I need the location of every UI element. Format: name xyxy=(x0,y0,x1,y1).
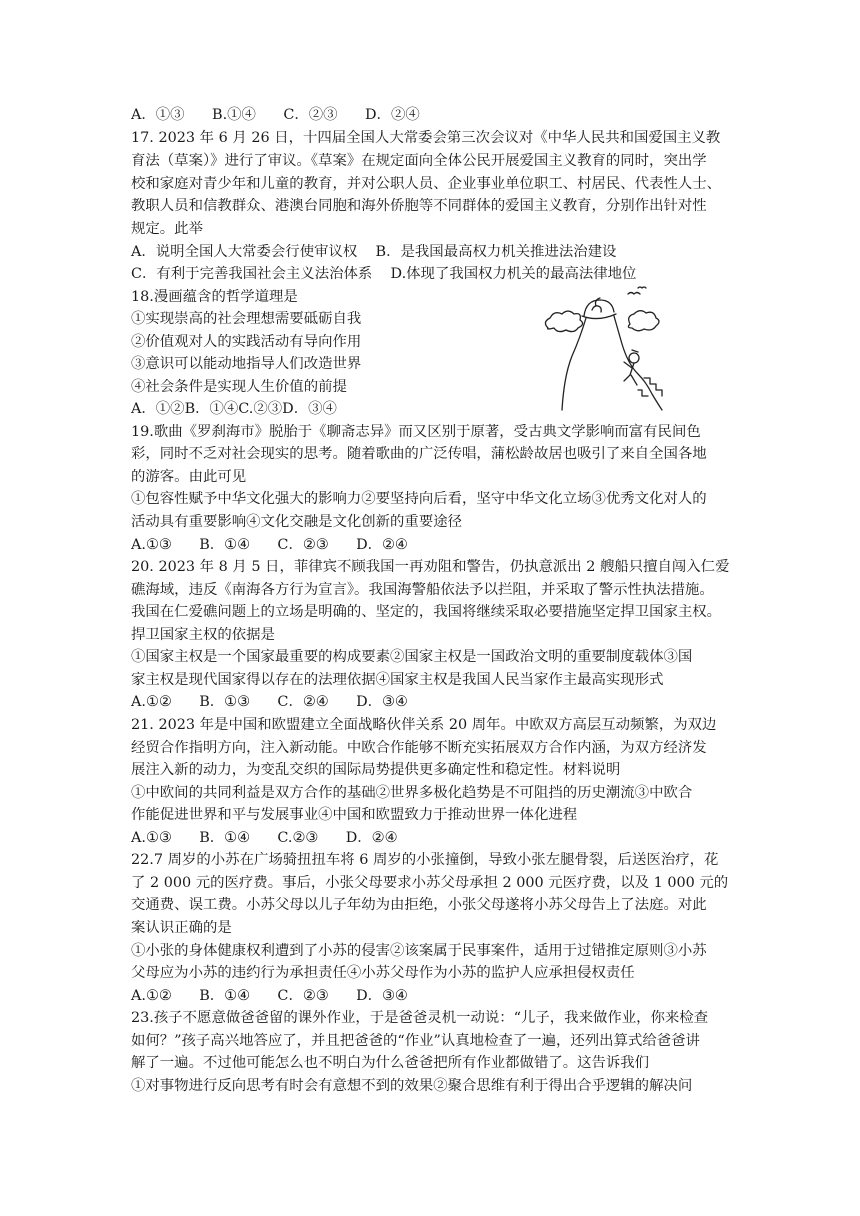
text-line: ①中欧间的共同利益是双方合作的基础②世界多极化趋势是不可阻挡的历史潮流③中欧合 xyxy=(131,785,693,801)
text-line: 作能促进世界和平与发展事业④中国和欧盟致力于推动世界一体化进程 xyxy=(131,807,578,823)
text-line: 案认识正确的是 xyxy=(131,920,232,936)
text-line: 解了一遍。不过他可能怎么也不明白为什么爸爸把所有作业都做错了。这告诉我们 xyxy=(131,1055,650,1071)
text-line: 17. 2023 年 6 月 26 日，十四届全国人大常委会第三次会议对《中华人民共和国爱国主义教 xyxy=(131,130,721,146)
text-line: ③意识可以能动地指导人们改造世界 xyxy=(131,356,362,372)
text-line: ④社会条件是实现人生价值的前提 xyxy=(131,379,347,395)
text-line: 家主权是现代国家得以存在的法理依据④国家主权是我国人民当家作主最高实现形式 xyxy=(131,672,664,688)
text-line: 21. 2023 年是中国和欧盟建立全面战略伙伴关系 20 周年。中欧双方高层互动频繁，为双边 xyxy=(131,717,717,733)
text-line: A.①③ B．①④ C．②③ D．②④ xyxy=(131,537,408,553)
text-line: 22.7 周岁的小苏在广场骑扭扭车将 6 周岁的小张撞倒，导致小张左腿骨裂，后送医治疗，花 xyxy=(131,852,719,868)
text-line: 活动具有重要影响④文化交融是文化创新的重要途径 xyxy=(131,514,462,530)
text-line: 如何？”孩子高兴地答应了，并且把爸爸的“作业”认真地检查了一遍，还列出算式给爸爸讲 xyxy=(131,1033,700,1049)
text-line: A．①③ B.①④ C．②③ D．②④ xyxy=(131,107,420,123)
text-line: 了 2 000 元的医疗费。事后，小张父母要求小苏父母承担 2 000 元医疗费，以及 1 000 元的 xyxy=(131,875,729,891)
text-line: 23.孩子不愿意做爸爸留的课外作业，于是爸爸灵机一动说：“儿子，我来做作业，你来检查 xyxy=(131,1010,709,1026)
text-line: 19.歌曲《罗刹海市》脱胎于《聊斋志异》而又区别于原著，受古典文学影响而富有民间色 xyxy=(131,424,701,440)
text-line: 经贸合作指明方向，注入新动能。中欧合作能够不断充实拓展双方合作内涵，为双方经济发 xyxy=(131,740,707,756)
text-line: ①包容性赋予中华文化强大的影响力②要坚持向后看，坚守中华文化立场③优秀文化对人的 xyxy=(131,491,707,507)
text-line: A.①② B．①④ C．②③ D．③④ xyxy=(131,988,408,1004)
text-line: 18.漫画蕴含的哲学道理是 xyxy=(131,289,298,305)
text-line: 校和家庭对青少年和儿童的教育，并对公职人员、企业事业单位职工、村居民、代表性人士、 xyxy=(131,176,722,192)
text-line: ①对事物进行反向思考有时会有意想不到的效果②聚合思维有利于得出合乎逻辑的解决问 xyxy=(131,1078,693,1094)
text-line: ①国家主权是一个国家最重要的构成要素②国家主权是一国政治文明的重要制度载体③国 xyxy=(131,649,693,665)
text-line: 彩，同时不乏对社会现实的思考。随着歌曲的广泛传唱，蒲松龄故居也吸引了来自全国各地 xyxy=(131,446,707,462)
text-line: 育法（草案）》进行了审议。《草案》在规定面向全体公民开展爱国主义教育的同时，突出学 xyxy=(131,153,707,169)
text-line: A．①②B．①④C.②③D．③④ xyxy=(131,401,337,417)
cartoon-cliff-climber-icon xyxy=(540,286,670,412)
text-line: A.①③ B．①④ C.②③ D．②④ xyxy=(131,830,398,846)
text-line: 交通费、误工费。小苏父母以儿子年幼为由拒绝，小张父母遂将小苏父母告上了法庭。对此 xyxy=(131,897,707,913)
text-line: 规定。此举 xyxy=(131,221,203,237)
text-line: ②价值观对人的实践活动有导向作用 xyxy=(131,334,362,350)
text-line: 捍卫国家主权的依据是 xyxy=(131,627,275,643)
text-line: ①实现崇高的社会理想需要砥砺自我 xyxy=(131,311,362,327)
text-line: 父母应为小苏的违约行为承担责任④小苏父母作为小苏的监护人应承担侵权责任 xyxy=(131,965,635,981)
text-line: 的游客。由此可见 xyxy=(131,469,247,485)
text-line: 展注入新的动力，为变乱交织的国际局势提供更多确定性和稳定性。材料说明 xyxy=(131,762,621,778)
text-line: 礁海域，违反《南海各方行为宣言》。我国海警船依法予以拦阻，并采取了警示性执法措施。 xyxy=(131,582,714,598)
text-line: 教职人员和信教群众、港澳台同胞和海外侨胞等不同群体的爱国主义教育，分别作出针对性 xyxy=(131,198,707,214)
text-line: A.①② B．①③ C．②④ D．③④ xyxy=(131,694,408,710)
text-line: C．有利于完善我国社会主义法治体系 D.体现了我国权力机关的最高法律地位 xyxy=(131,266,637,282)
text-line: 20. 2023 年 8 月 5 日，菲律宾不顾我国一再劝阻和警告，仍执意派出 2 艘船只擅自闯入仁爱 xyxy=(131,559,730,575)
text-line: 我国在仁爱礁问题上的立场是明确的、坚定的，我国将继续采取必要措施坚定捍卫国家主权。 xyxy=(131,604,722,620)
text-line: A．说明全国人大常委会行使审议权 B．是我国最高权力机关推进法治建设 xyxy=(131,244,617,260)
text-line: ①小张的身体健康权利遭到了小苏的侵害②该案属于民事案件，适用于过错推定原则③小苏 xyxy=(131,943,707,959)
